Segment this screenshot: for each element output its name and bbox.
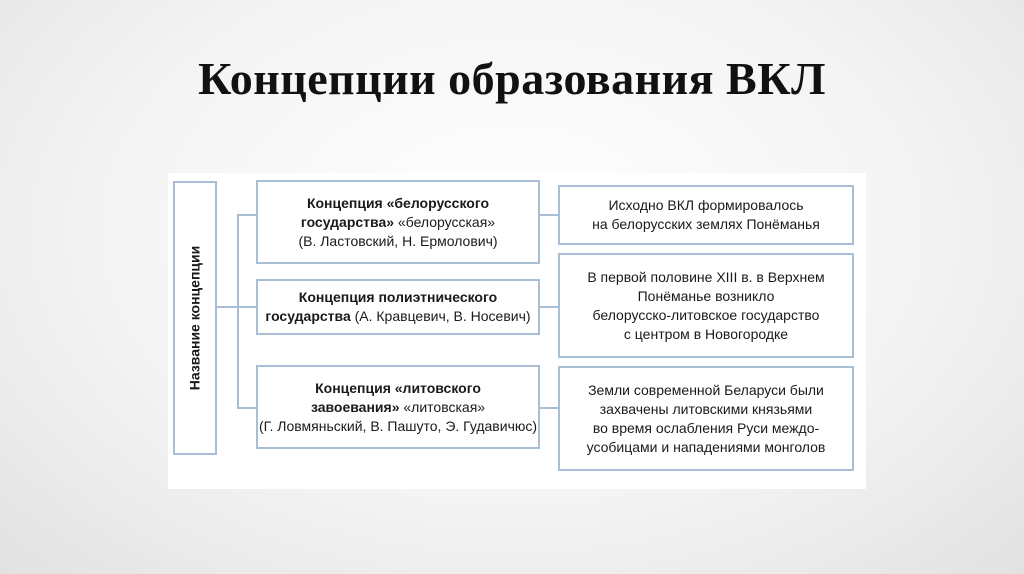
concept-name: Концепция «белорусского [306,194,490,211]
description-line: усобицами и нападениями монголов [586,438,826,455]
diagram-panel [168,173,866,489]
description-line: Земли современной Беларуси были [588,381,824,398]
description-line: захвачены литовскими князьями [599,400,813,417]
connector-concept-1-to-desc-1 [540,214,558,216]
concept-authors: (Г. Ловмяньский, В. Пашуто, Э. Гудавичюс) [258,417,538,434]
description-box-2 [558,253,854,358]
description-line: белорусско-литовское государство [592,306,820,323]
connector-concept-2-to-desc-2 [540,306,558,308]
description-line: во время ослабления Руси междо- [592,419,820,436]
concept-subname: «литовская» [399,398,486,415]
concept-authors: (А. Кравцевич, В. Носевич) [350,308,531,324]
concept-name: завоевания» [310,398,400,415]
concept-name: государства» [300,213,395,230]
connector-to-concept-3 [237,407,256,409]
connector-label-to-trunk [217,306,238,308]
concept-name: Концепция «литовского [315,379,481,396]
description-box-1 [558,185,854,245]
concept-box-lithuanian [256,365,540,449]
concept-name: государства [265,308,351,324]
slide-title: Концепции образования ВКЛ [198,53,826,104]
description-line: с центром в Новогородке [623,325,789,342]
description-line: В первой половине XIII в. в Верхнем [587,268,825,285]
description-line: Понёманье возникло [637,287,775,304]
concept-authors: (В. Ластовский, Н. Ермолович) [298,232,498,249]
concept-box-polyethnic [256,279,540,335]
concept-name: Концепция полиэтнического [298,289,498,305]
connector-concept-3-to-desc-3 [540,407,558,409]
description-line: на белорусских землях Понёманья [592,216,820,232]
connector-trunk [237,214,239,408]
concept-text [298,194,497,251]
connector-to-concept-2 [237,306,256,308]
concept-name-label-box [173,181,217,455]
concept-text [265,288,530,326]
description-box-3 [558,366,854,471]
concept-box-belarusian [256,180,540,264]
description-text [592,196,820,234]
connector-to-concept-1 [237,214,256,216]
concept-subname: «белорусская» [394,213,496,230]
description-text [587,381,826,457]
description-text [587,268,824,344]
concept-text [259,379,537,436]
concept-name-label: Название концепции [186,245,203,391]
description-line: Исходно ВКЛ формировалось [608,197,804,213]
